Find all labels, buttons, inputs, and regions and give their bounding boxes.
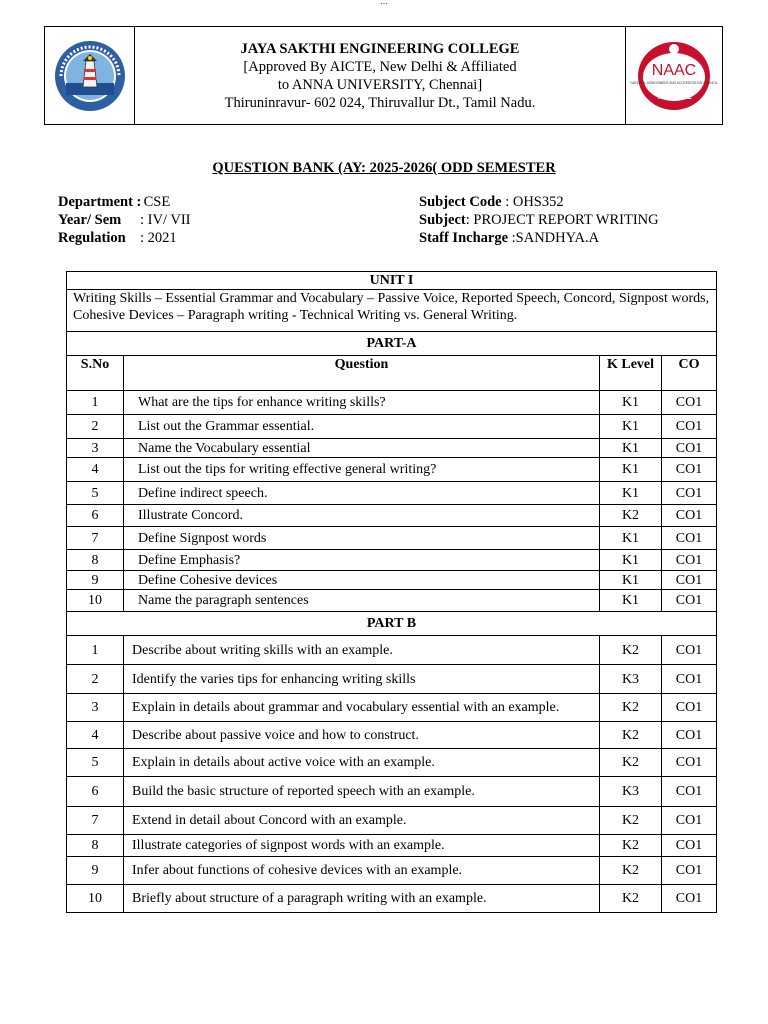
- question-text: Describe about writing skills with an example.: [124, 636, 600, 665]
- question-number: 1: [67, 636, 124, 665]
- question-co: CO1: [662, 391, 717, 415]
- question-text: Build the basic structure of reported speech with an example.: [124, 777, 600, 807]
- question-co: CO1: [662, 482, 717, 505]
- page-mark: ...: [380, 0, 388, 7]
- question-number: 5: [67, 749, 124, 777]
- question-k-level: K2: [600, 857, 662, 885]
- header-sno: S.No: [67, 356, 124, 391]
- question-k-level: K3: [600, 665, 662, 694]
- question-co: CO1: [662, 636, 717, 665]
- table-row: [67, 391, 717, 415]
- question-k-level: K2: [600, 636, 662, 665]
- college-name: JAYA SAKTHI ENGINEERING COLLEGE: [240, 41, 520, 57]
- part-b-title: PART B: [67, 612, 717, 636]
- table-row: [67, 722, 717, 749]
- question-k-level: K2: [600, 749, 662, 777]
- college-address: [135, 27, 625, 124]
- table-row: [67, 439, 717, 458]
- question-co: CO1: [662, 885, 717, 913]
- question-number: 7: [67, 807, 124, 835]
- question-text: Briefly about structure of a paragraph writing with an example.: [124, 885, 600, 913]
- info-department: Department : CSE: [58, 194, 171, 210]
- question-number: 6: [67, 505, 124, 527]
- info-left: [58, 193, 190, 247]
- question-k-level: K1: [600, 391, 662, 415]
- unit-description: Writing Skills – Essential Grammar and Vocabulary – Passive Voice, Reported Speech, Concord, Signpost words, Cohesive Devices – Paragraph writing - Technical Writing vs. General Writing.: [67, 290, 717, 332]
- header-k-level: K Level: [600, 356, 662, 391]
- header-question: Question: [124, 356, 600, 391]
- table-row: [67, 857, 717, 885]
- question-co: CO1: [662, 749, 717, 777]
- table-row: [67, 590, 717, 612]
- naac-logo-cell: [625, 27, 722, 124]
- question-text: Define Emphasis?: [124, 550, 600, 571]
- table-row: [67, 694, 717, 722]
- question-number: 7: [67, 527, 124, 550]
- college-header: [44, 26, 723, 125]
- question-co: CO1: [662, 571, 717, 590]
- question-text: What are the tips for enhance writing skills?: [124, 391, 600, 415]
- question-co: CO1: [662, 439, 717, 458]
- question-k-level: K1: [600, 482, 662, 505]
- question-text: Illustrate Concord.: [124, 505, 600, 527]
- table-row: [67, 777, 717, 807]
- question-k-level: K1: [600, 590, 662, 612]
- table-row: [67, 527, 717, 550]
- unit-title-row: [67, 272, 717, 290]
- question-text: Identify the varies tips for enhancing writing skills: [124, 665, 600, 694]
- question-number: 8: [67, 835, 124, 857]
- question-number: 2: [67, 415, 124, 439]
- info-year-sem: Year/ Sem : IV/ VII: [58, 212, 191, 228]
- table-header-row: [67, 356, 717, 391]
- question-number: 9: [67, 857, 124, 885]
- question-co: CO1: [662, 590, 717, 612]
- info-staff: Staff Incharge :SANDHYA.A: [419, 230, 600, 246]
- question-number: 3: [67, 694, 124, 722]
- question-text: Define indirect speech.: [124, 482, 600, 505]
- question-text: Explain in details about active voice with an example.: [124, 749, 600, 777]
- college-logo-icon: [53, 39, 127, 113]
- question-co: CO1: [662, 857, 717, 885]
- question-k-level: K2: [600, 885, 662, 913]
- question-co: CO1: [662, 527, 717, 550]
- question-number: 9: [67, 571, 124, 590]
- question-text: Extend in detail about Concord with an example.: [124, 807, 600, 835]
- table-row: [67, 415, 717, 439]
- question-k-level: K2: [600, 722, 662, 749]
- question-k-level: K2: [600, 694, 662, 722]
- question-number: 2: [67, 665, 124, 694]
- question-number: 6: [67, 777, 124, 807]
- college-location: Thiruninravur- 602 024, Thiruvallur Dt., Tamil Nadu.: [224, 95, 536, 111]
- part-a-title-row: [67, 332, 717, 356]
- question-k-level: K2: [600, 505, 662, 527]
- question-k-level: K1: [600, 458, 662, 482]
- question-number: 1: [67, 391, 124, 415]
- naac-logo-icon: [630, 41, 718, 111]
- question-number: 10: [67, 590, 124, 612]
- question-k-level: K3: [600, 777, 662, 807]
- question-co: CO1: [662, 807, 717, 835]
- header-co: CO: [662, 356, 717, 391]
- question-co: CO1: [662, 777, 717, 807]
- table-row: [67, 807, 717, 835]
- question-number: 10: [67, 885, 124, 913]
- naac-text: NAAC: [651, 61, 697, 79]
- question-k-level: K1: [600, 439, 662, 458]
- unit-description-row: [67, 290, 717, 332]
- question-text: Name the paragraph sentences: [124, 590, 600, 612]
- document-title: QUESTION BANK (AY: 2025-2026( ODD SEMESTER: [212, 160, 556, 176]
- table-row: [67, 835, 717, 857]
- table-row: [67, 458, 717, 482]
- question-text: List out the tips for writing effective general writing?: [124, 458, 600, 482]
- question-text: Define Signpost words: [124, 527, 600, 550]
- table-row: [67, 550, 717, 571]
- question-number: 8: [67, 550, 124, 571]
- question-text: Infer about functions of cohesive devices with an example.: [124, 857, 600, 885]
- question-k-level: K1: [600, 415, 662, 439]
- naac-subtext: NATIONAL ASSESSMENT AND ACCREDITATION COUNCIL: [630, 80, 718, 85]
- question-bank-table: [66, 271, 717, 913]
- info-subject-code: Subject Code : OHS352: [419, 194, 564, 210]
- info-subject: Subject: PROJECT REPORT WRITING: [419, 212, 659, 228]
- question-text: Define Cohesive devices: [124, 571, 600, 590]
- table-row: [67, 665, 717, 694]
- question-text: Name the Vocabulary essential: [124, 439, 600, 458]
- table-row: [67, 885, 717, 913]
- question-text: Illustrate categories of signpost words with an example.: [124, 835, 600, 857]
- table-row: [67, 636, 717, 665]
- question-number: 4: [67, 458, 124, 482]
- part-a-rows: [67, 391, 717, 612]
- question-co: CO1: [662, 694, 717, 722]
- question-k-level: K1: [600, 550, 662, 571]
- question-text: Describe about passive voice and how to construct.: [124, 722, 600, 749]
- table-row: [67, 749, 717, 777]
- question-co: CO1: [662, 415, 717, 439]
- question-number: 4: [67, 722, 124, 749]
- question-co: CO1: [662, 722, 717, 749]
- college-approval: [Approved By AICTE, New Delhi & Affiliated: [243, 59, 517, 75]
- question-co: CO1: [662, 505, 717, 527]
- college-affiliation: to ANNA UNIVERSITY, Chennai]: [277, 77, 483, 93]
- table-row: [67, 482, 717, 505]
- question-co: CO1: [662, 550, 717, 571]
- question-co: CO1: [662, 835, 717, 857]
- table-row: [67, 571, 717, 590]
- table-row: [67, 505, 717, 527]
- info-right: [419, 193, 659, 247]
- question-text: List out the Grammar essential.: [124, 415, 600, 439]
- question-k-level: K1: [600, 527, 662, 550]
- part-b-title-row: [67, 612, 717, 636]
- question-number: 3: [67, 439, 124, 458]
- question-k-level: K2: [600, 807, 662, 835]
- info-regulation: Regulation : 2021: [58, 230, 177, 246]
- question-k-level: K1: [600, 571, 662, 590]
- part-b-rows: [67, 636, 717, 913]
- naac-grade: 'A' GRADE: [656, 93, 692, 101]
- part-a-title: PART-A: [67, 332, 717, 356]
- college-logo-cell: [45, 27, 135, 124]
- unit-title: UNIT I: [67, 272, 717, 290]
- question-co: CO1: [662, 665, 717, 694]
- question-k-level: K2: [600, 835, 662, 857]
- question-co: CO1: [662, 458, 717, 482]
- question-number: 5: [67, 482, 124, 505]
- question-text: Explain in details about grammar and vocabulary essential with an example.: [124, 694, 600, 722]
